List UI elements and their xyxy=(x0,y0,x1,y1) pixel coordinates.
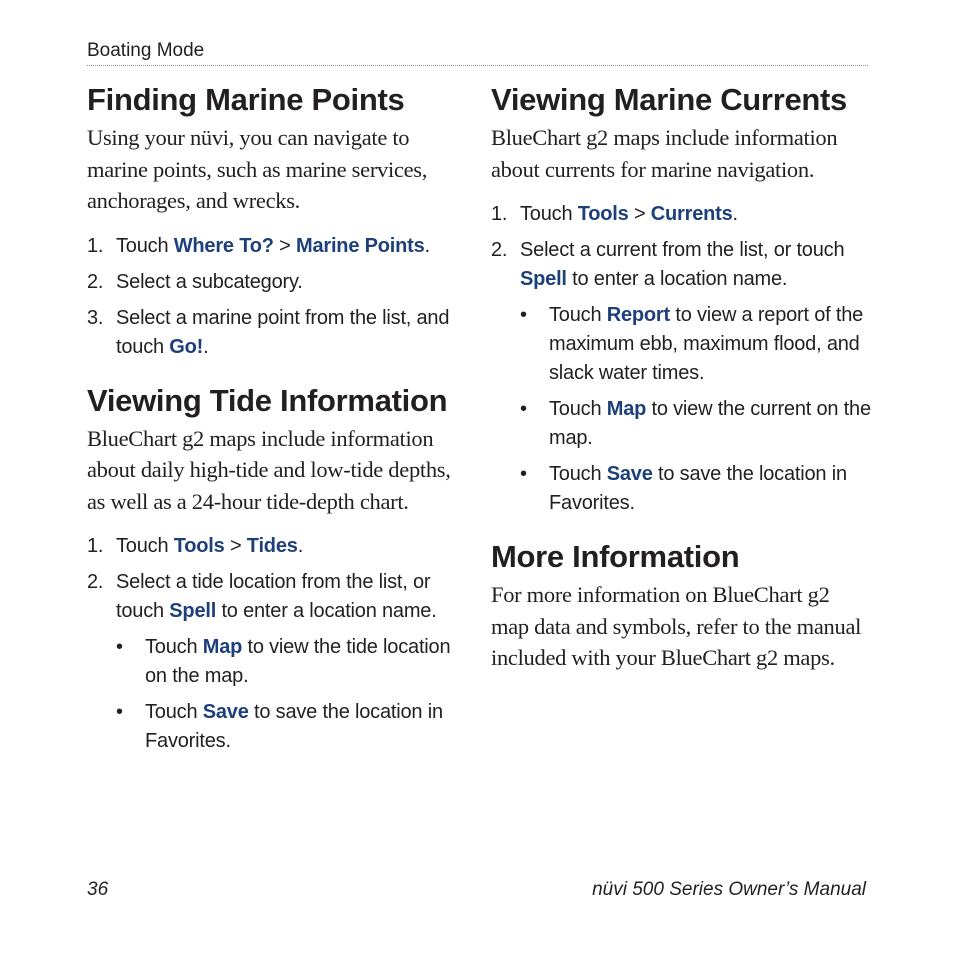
step-number: 2. xyxy=(491,239,508,261)
list-item xyxy=(520,460,871,518)
tide-intro: BlueChart g2 maps include information about daily high-tide and low-tide depths, as well as a 24-hour tide-depth chart. xyxy=(87,425,451,514)
left-column xyxy=(87,78,467,763)
keyword-where-to: Where To? xyxy=(173,234,274,257)
keyword-marine-points: Marine Points xyxy=(295,234,425,257)
step-text: Select a tide location from the list, or touch xyxy=(116,571,431,622)
heading-finding-marine-points: Finding Marine Points xyxy=(87,82,405,117)
step-text: . xyxy=(297,535,304,557)
manual-title: nüvi 500 Series Owner’s Manual xyxy=(592,879,866,900)
step-text: to enter a location name. xyxy=(566,268,788,290)
header-rule xyxy=(87,65,868,66)
list-item xyxy=(491,200,871,229)
step-separator: > xyxy=(628,203,651,225)
bullet-mark: • xyxy=(116,701,123,723)
list-item xyxy=(520,301,871,388)
bullet-text: to save the location in Favorites. xyxy=(549,463,847,514)
step-number: 2. xyxy=(87,571,104,593)
keyword-tools: Tools xyxy=(173,535,225,557)
list-item xyxy=(87,268,467,297)
list-item xyxy=(87,568,467,756)
keyword-save: Save xyxy=(606,463,653,485)
keyword-spell: Spell xyxy=(520,268,567,290)
bullet-text: to view the tide location on the map. xyxy=(145,636,451,687)
currents-steps xyxy=(491,200,871,518)
list-item xyxy=(87,232,467,261)
bullet-mark: • xyxy=(520,398,527,420)
bullet-text: to view a report of the maximum ebb, maximum flood, and slack water times. xyxy=(549,304,864,384)
heading-viewing-marine-currents: Viewing Marine Currents xyxy=(491,82,848,117)
bullet-text: to save the location in Favorites. xyxy=(145,701,443,752)
keyword-spell: Spell xyxy=(169,600,217,622)
section-finding-marine-points xyxy=(87,78,467,362)
bullet-text: Touch xyxy=(549,398,607,420)
step-text: Touch xyxy=(520,203,578,225)
keyword-go: Go! xyxy=(169,335,204,358)
keyword-report: Report xyxy=(606,304,670,326)
step-number: 1. xyxy=(87,234,104,257)
step-text: Select a subcategory. xyxy=(116,270,303,293)
bullet-mark: • xyxy=(520,463,527,485)
step-text: Select a current from the list, or touch xyxy=(520,239,845,261)
bullet-mark: • xyxy=(116,636,123,658)
section-more-information xyxy=(491,535,871,674)
keyword-tides: Tides xyxy=(246,535,298,557)
more-information-body: For more information on BlueChart g2 map data and symbols, refer to the manual included with your BlueChart g2 maps. xyxy=(491,582,862,670)
currents-bullets xyxy=(520,301,871,518)
finding-steps xyxy=(87,232,467,362)
step-text: Touch xyxy=(116,535,174,557)
list-item xyxy=(87,532,467,561)
tide-bullets xyxy=(116,633,467,756)
right-column xyxy=(491,78,871,689)
step-text: to enter a location name. xyxy=(216,600,437,622)
section-viewing-tide-information xyxy=(87,379,467,757)
step-text: . xyxy=(203,335,209,358)
bullet-text: Touch xyxy=(145,636,203,658)
bullet-mark: • xyxy=(520,304,527,326)
bullet-text: Touch xyxy=(549,463,607,485)
step-text: . xyxy=(424,234,430,257)
step-separator: > xyxy=(273,234,296,257)
step-number: 1. xyxy=(491,203,508,225)
step-text: . xyxy=(732,203,738,225)
currents-intro: BlueChart g2 maps include information about currents for marine navigation. xyxy=(491,125,838,182)
heading-viewing-tide-information: Viewing Tide Information xyxy=(87,382,448,418)
step-text: Select a marine point from the list, and touch xyxy=(116,306,450,358)
keyword-save: Save xyxy=(202,701,249,723)
step-number: 3. xyxy=(87,306,104,329)
step-separator: > xyxy=(224,535,247,557)
section-viewing-marine-currents xyxy=(491,78,871,518)
list-item xyxy=(116,633,467,691)
step-number: 1. xyxy=(87,535,104,557)
bullet-text: Touch xyxy=(145,701,203,723)
list-item xyxy=(491,236,871,518)
list-item xyxy=(116,698,467,756)
keyword-tools: Tools xyxy=(577,203,629,225)
list-item xyxy=(87,304,467,362)
tide-steps xyxy=(87,532,467,756)
step-text: Touch xyxy=(116,234,174,257)
running-head: Boating Mode xyxy=(87,40,205,61)
bullet-text: to view the current on the map. xyxy=(549,398,871,449)
bullet-text: Touch xyxy=(549,304,607,326)
list-item xyxy=(520,395,871,453)
step-number: 2. xyxy=(87,270,104,293)
keyword-map: Map xyxy=(606,398,647,420)
keyword-map: Map xyxy=(202,636,243,658)
heading-more-information: More Information xyxy=(491,539,740,574)
finding-intro: Using your nüvi, you can navigate to marine points, such as marine services, anchorages, and wrecks. xyxy=(87,125,428,213)
page-number: 36 xyxy=(87,879,109,900)
keyword-currents: Currents xyxy=(650,203,733,225)
